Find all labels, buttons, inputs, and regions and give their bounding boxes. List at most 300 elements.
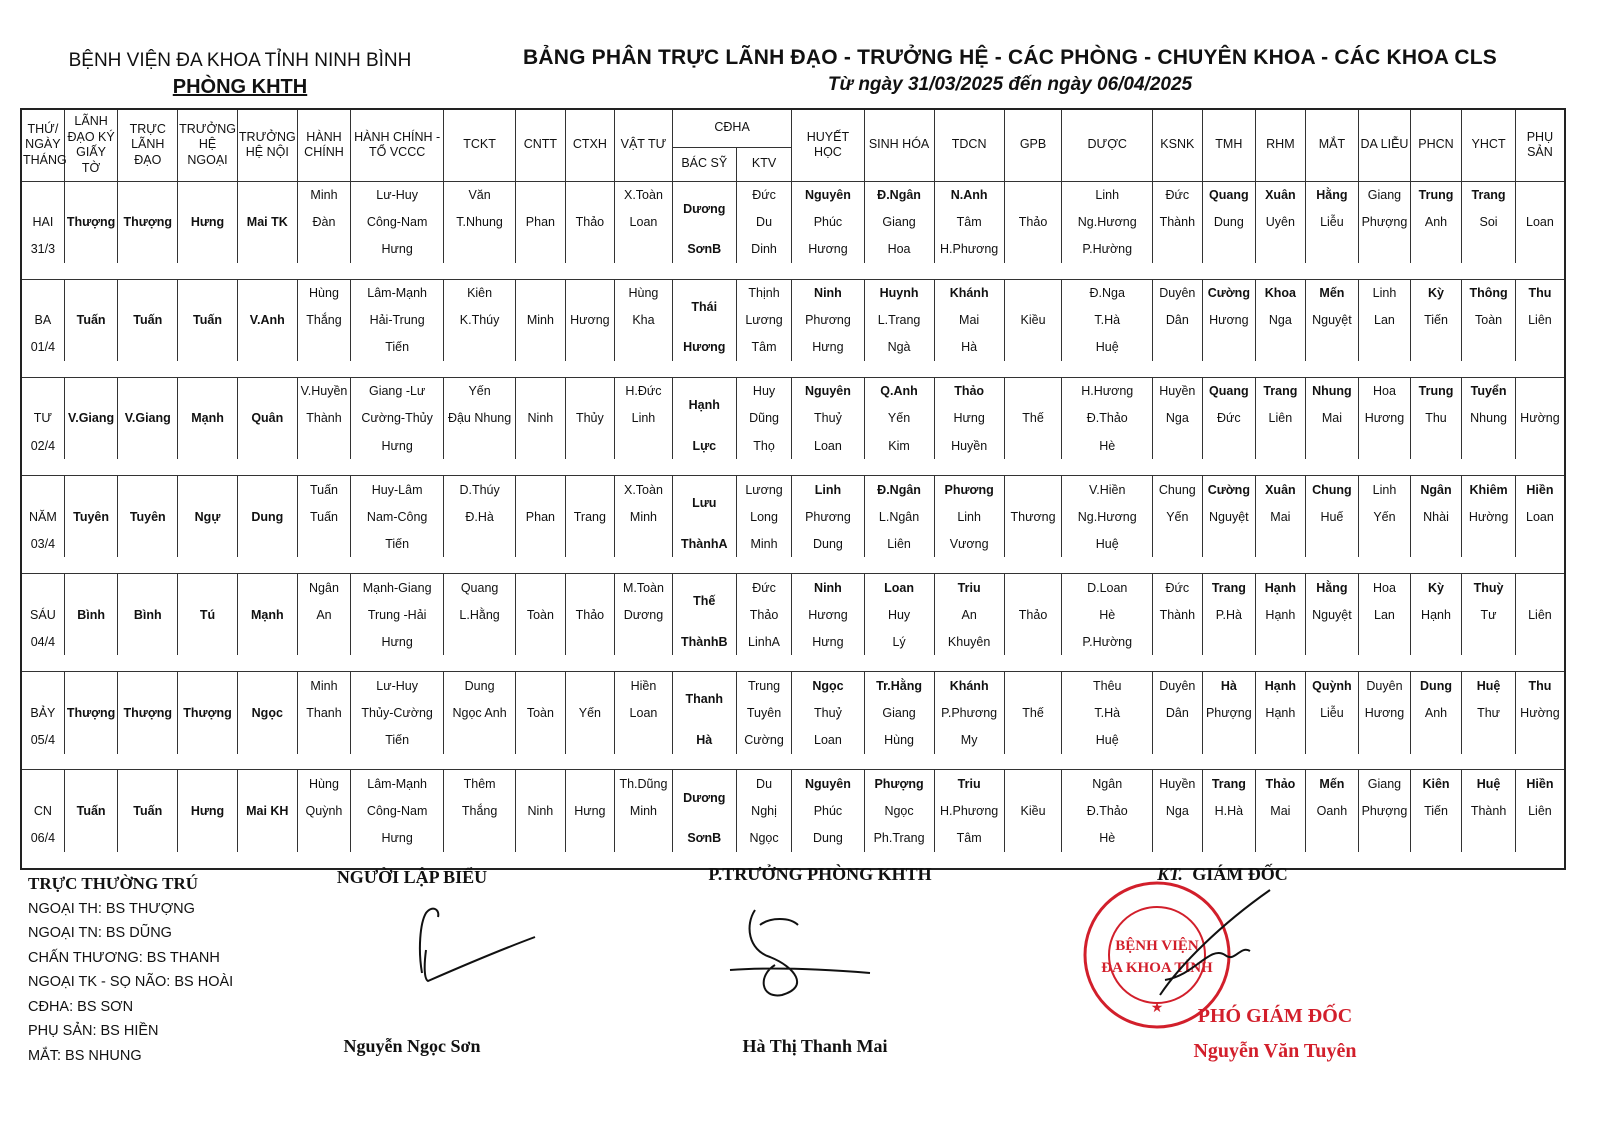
cell-pharmacy: Hè xyxy=(1062,601,1153,628)
cell-ksnk: Nga xyxy=(1153,798,1202,825)
cell-cdha-doctor: Hà xyxy=(672,727,736,754)
header-pharmacy: DƯỢC xyxy=(1062,109,1153,181)
cell-rhm: Mai xyxy=(1256,503,1305,530)
cell-admin xyxy=(297,530,351,557)
cell-obgyn: Liên xyxy=(1515,601,1565,628)
cell-phcn: Trung xyxy=(1410,377,1462,405)
cell-chief_internal xyxy=(237,530,297,557)
cell-leader_duty xyxy=(118,475,178,503)
cell-chief_surgery: Hưng xyxy=(178,209,238,236)
cell-chief_internal xyxy=(237,181,297,209)
cell-chief_surgery xyxy=(178,334,238,361)
cell-eye: Nguyệt xyxy=(1305,601,1359,628)
cell-leader_docs: Bình xyxy=(64,601,118,628)
header-admin-team: HÀNH CHÍNH - TỔ VCCC xyxy=(351,109,444,181)
cell-cntt xyxy=(516,334,565,361)
cell-derma: Hương xyxy=(1359,699,1411,726)
header-rhm: RHM xyxy=(1256,109,1305,181)
cell-cdha-doctor: SơnB xyxy=(672,236,736,263)
cell-ctxh xyxy=(565,377,614,405)
cell-chief_surgery xyxy=(178,530,238,557)
roster-day-row xyxy=(21,574,1565,602)
cell-ctxh: Hưng xyxy=(565,798,614,825)
svg-text:ĐA KHOA TỈNH: ĐA KHOA TỈNH xyxy=(1101,960,1213,976)
cell-eye xyxy=(1305,628,1359,655)
cell-chief_internal: Dung xyxy=(237,503,297,530)
cell-chief_surgery xyxy=(178,475,238,503)
cell-leader_docs xyxy=(64,181,118,209)
cell-chief_internal: Mạnh xyxy=(237,601,297,628)
cell-supplies xyxy=(615,432,673,459)
cell-admin_team: Hưng xyxy=(351,432,444,459)
header-admin: HÀNH CHÍNH xyxy=(297,109,351,181)
cell-biochem: Tr.Hằng xyxy=(864,672,934,700)
cell-yhct: Soi xyxy=(1462,209,1516,236)
cell-admin_team: Cường-Thủy xyxy=(351,405,444,432)
cell-ctxh: Thảo xyxy=(565,601,614,628)
cell-cdha-ktv: Du xyxy=(736,770,792,798)
cell-tckt: Quang xyxy=(444,574,516,602)
cell-admin xyxy=(297,825,351,852)
cell-admin: Tuấn xyxy=(297,503,351,530)
resident-item: NGOẠI TK - SỌ NÃO: BS HOÀI xyxy=(28,974,234,990)
cell-admin: Hùng xyxy=(297,279,351,307)
cell-rhm xyxy=(1256,334,1305,361)
cell-tmh xyxy=(1202,236,1256,263)
cell-cdha-ktv: Thảo xyxy=(736,601,792,628)
cell-chief_surgery xyxy=(178,181,238,209)
cell-rhm xyxy=(1256,236,1305,263)
cell-pharmacy: V.Hiền xyxy=(1062,475,1153,503)
cell-chief_internal xyxy=(237,574,297,602)
day-cell-blank xyxy=(21,672,64,700)
cell-rhm: Hạnh xyxy=(1256,699,1305,726)
cell-leader_duty: Thượng xyxy=(118,699,178,726)
cell-rhm xyxy=(1256,825,1305,852)
cell-admin xyxy=(297,628,351,655)
cell-cdha-doctor: Dương xyxy=(672,181,736,236)
cell-gpb: Kiều xyxy=(1004,798,1062,825)
roster-day-row xyxy=(21,770,1565,798)
cell-obgyn: Hường xyxy=(1515,405,1565,432)
cell-leader_docs xyxy=(64,628,118,655)
roster-day-row xyxy=(21,727,1565,754)
cell-hematology: Hưng xyxy=(792,628,864,655)
svg-text:BỆNH VIỆN: BỆNH VIỆN xyxy=(1115,938,1199,954)
cell-cdha-ktv: Ngọc xyxy=(736,825,792,852)
cell-chief_surgery xyxy=(178,377,238,405)
cell-rhm: Hạnh xyxy=(1256,574,1305,602)
cell-rhm: Xuân xyxy=(1256,475,1305,503)
cell-gpb xyxy=(1004,236,1062,263)
cell-chief_internal: Ngọc xyxy=(237,699,297,726)
cell-ctxh xyxy=(565,628,614,655)
cell-ksnk: Đức xyxy=(1153,181,1202,209)
cell-ctxh: Hương xyxy=(565,307,614,334)
cell-leader_docs xyxy=(64,432,118,459)
cell-cntt xyxy=(516,530,565,557)
cell-eye: Oanh xyxy=(1305,798,1359,825)
cell-leader_duty xyxy=(118,432,178,459)
cell-cdha-ktv: Lương xyxy=(736,307,792,334)
cell-tdcn: Hà xyxy=(934,334,1004,361)
cell-chief_internal xyxy=(237,727,297,754)
cell-ksnk: Thành xyxy=(1153,601,1202,628)
cell-tckt xyxy=(444,334,516,361)
cell-cdha-doctor: Thế xyxy=(672,574,736,629)
cell-pharmacy: Đ.Thảo xyxy=(1062,405,1153,432)
cell-biochem: Hoa xyxy=(864,236,934,263)
cell-hematology: Phương xyxy=(792,503,864,530)
cell-admin xyxy=(297,236,351,263)
cell-pharmacy: P.Hường xyxy=(1062,628,1153,655)
cell-admin: Ngân xyxy=(297,574,351,602)
cell-ksnk xyxy=(1153,628,1202,655)
day-name: SÁU xyxy=(21,601,64,628)
cell-phcn xyxy=(1410,334,1462,361)
cell-hematology: Ninh xyxy=(792,574,864,602)
cell-eye xyxy=(1305,432,1359,459)
cell-admin_team: Tiến xyxy=(351,334,444,361)
header-tmh: TMH xyxy=(1202,109,1256,181)
row-spacer xyxy=(21,459,1565,475)
cell-tdcn: Hưng xyxy=(934,405,1004,432)
cell-biochem: Hùng xyxy=(864,727,934,754)
cell-pharmacy: Hè xyxy=(1062,825,1153,852)
cell-obgyn xyxy=(1515,377,1565,405)
cell-cdha-ktv: Huy xyxy=(736,377,792,405)
cell-leader_duty xyxy=(118,279,178,307)
cell-leader_duty: Thượng xyxy=(118,209,178,236)
cell-cdha-ktv: Thọ xyxy=(736,432,792,459)
cell-ctxh xyxy=(565,727,614,754)
cell-phcn: Anh xyxy=(1410,209,1462,236)
cell-hematology: Thuỷ xyxy=(792,699,864,726)
cell-tmh xyxy=(1202,628,1256,655)
preparer-signature xyxy=(400,895,550,995)
cell-ctxh xyxy=(565,432,614,459)
cell-gpb xyxy=(1004,574,1062,602)
cell-admin: V.Huyền xyxy=(297,377,351,405)
cell-admin: Đàn xyxy=(297,209,351,236)
cell-chief_internal xyxy=(237,628,297,655)
cell-hematology: Phúc xyxy=(792,209,864,236)
cell-yhct xyxy=(1462,334,1516,361)
cell-ksnk: Chung xyxy=(1153,475,1202,503)
cell-obgyn xyxy=(1515,530,1565,557)
roster-day-row xyxy=(21,530,1565,557)
cell-chief_surgery xyxy=(178,727,238,754)
cell-hematology: Hương xyxy=(792,236,864,263)
cell-tmh xyxy=(1202,727,1256,754)
cell-chief_internal xyxy=(237,672,297,700)
cell-chief_surgery: Mạnh xyxy=(178,405,238,432)
cell-leader_docs xyxy=(64,334,118,361)
header-biochem: SINH HÓA xyxy=(864,109,934,181)
cell-yhct: Thuỳ xyxy=(1462,574,1516,602)
cell-leader_docs: Thượng xyxy=(64,209,118,236)
cell-ctxh xyxy=(565,181,614,209)
cell-cntt xyxy=(516,181,565,209)
cell-tmh xyxy=(1202,432,1256,459)
cell-leader_docs xyxy=(64,530,118,557)
cell-supplies: Linh xyxy=(615,405,673,432)
day-cell-blank xyxy=(21,279,64,307)
cell-leader_docs xyxy=(64,377,118,405)
cell-leader_docs: Thượng xyxy=(64,699,118,726)
cell-cdha-doctor: Thanh xyxy=(672,672,736,727)
director-title: GIÁM ĐỐC xyxy=(1192,864,1288,884)
cell-admin_team: Lư-Huy xyxy=(351,672,444,700)
roster-day-row xyxy=(21,628,1565,655)
cell-leader_docs xyxy=(64,279,118,307)
cell-ksnk: Duyên xyxy=(1153,279,1202,307)
cell-biochem: L.Trang xyxy=(864,307,934,334)
cell-eye: Hằng xyxy=(1305,574,1359,602)
cell-tdcn: N.Anh xyxy=(934,181,1004,209)
day-date: 02/4 xyxy=(21,432,64,459)
cell-hematology: Loan xyxy=(792,432,864,459)
cell-gpb xyxy=(1004,628,1062,655)
cell-tckt: L.Hằng xyxy=(444,601,516,628)
cell-gpb: Thế xyxy=(1004,699,1062,726)
cell-hematology: Phúc xyxy=(792,798,864,825)
cell-gpb xyxy=(1004,279,1062,307)
cell-tmh: Trang xyxy=(1202,770,1256,798)
cell-cdha-doctor: Lưu xyxy=(672,475,736,530)
cell-admin: Hùng xyxy=(297,770,351,798)
cell-derma: Phượng xyxy=(1359,209,1411,236)
cell-supplies xyxy=(615,236,673,263)
duty-roster-table xyxy=(20,108,1566,870)
cell-ctxh xyxy=(565,770,614,798)
cell-hematology: Ninh xyxy=(792,279,864,307)
cell-ksnk: Thành xyxy=(1153,209,1202,236)
cell-gpb: Thương xyxy=(1004,503,1062,530)
cell-rhm: Liên xyxy=(1256,405,1305,432)
cell-leader_docs xyxy=(64,770,118,798)
cell-hematology: Hưng xyxy=(792,334,864,361)
cell-derma: Hoa xyxy=(1359,377,1411,405)
cell-cntt: Toàn xyxy=(516,601,565,628)
cell-derma: Phượng xyxy=(1359,798,1411,825)
day-cell-blank xyxy=(21,770,64,798)
cell-ksnk: Dân xyxy=(1153,699,1202,726)
cell-chief_internal xyxy=(237,334,297,361)
cell-eye xyxy=(1305,727,1359,754)
cell-obgyn xyxy=(1515,628,1565,655)
day-name: BẢY xyxy=(21,699,64,726)
cell-tckt: Kiên xyxy=(444,279,516,307)
cell-tdcn: An xyxy=(934,601,1004,628)
cell-ctxh: Thủy xyxy=(565,405,614,432)
cell-leader_duty xyxy=(118,574,178,602)
cell-derma: Lan xyxy=(1359,601,1411,628)
cell-pharmacy: Huệ xyxy=(1062,530,1153,557)
cell-chief_internal: Mai TK xyxy=(237,209,297,236)
cell-supplies: H.Đức xyxy=(615,377,673,405)
cell-tmh: Hà xyxy=(1202,672,1256,700)
cell-biochem: Ph.Trang xyxy=(864,825,934,852)
cell-biochem: Liên xyxy=(864,530,934,557)
day-date: 01/4 xyxy=(21,334,64,361)
cell-leader_docs xyxy=(64,727,118,754)
day-name: TƯ xyxy=(21,405,64,432)
cell-eye: Nguyệt xyxy=(1305,307,1359,334)
cell-cntt xyxy=(516,628,565,655)
cell-hematology: Phương xyxy=(792,307,864,334)
cell-chief_surgery xyxy=(178,236,238,263)
cell-cdha-ktv: Dinh xyxy=(736,236,792,263)
cell-admin: Quỳnh xyxy=(297,798,351,825)
cell-biochem: Yến xyxy=(864,405,934,432)
cell-pharmacy: Linh xyxy=(1062,181,1153,209)
cell-rhm xyxy=(1256,727,1305,754)
header-cdha: CĐHA xyxy=(672,109,792,147)
cell-leader_duty xyxy=(118,727,178,754)
cell-leader_docs xyxy=(64,574,118,602)
cell-pharmacy: T.Hà xyxy=(1062,307,1153,334)
header-eye: MẮT xyxy=(1305,109,1359,181)
cell-phcn: Kỳ xyxy=(1410,279,1462,307)
cell-pharmacy: T.Hà xyxy=(1062,699,1153,726)
roster-day-spacer xyxy=(21,754,1565,770)
roster-day-row xyxy=(21,432,1565,459)
cell-derma xyxy=(1359,334,1411,361)
cell-phcn: Tiến xyxy=(1410,798,1462,825)
roster-day-spacer xyxy=(21,263,1565,279)
cell-leader_docs xyxy=(64,672,118,700)
cell-admin xyxy=(297,727,351,754)
cell-rhm: Mai xyxy=(1256,798,1305,825)
day-cell-blank xyxy=(21,377,64,405)
cell-chief_surgery: Thượng xyxy=(178,699,238,726)
header-obgyn: PHỤ SẢN xyxy=(1515,109,1565,181)
deputy-head-title: P.TRƯỞNG PHÒNG KHTH xyxy=(708,864,932,884)
cell-admin_team: Hưng xyxy=(351,825,444,852)
cell-derma: Giang xyxy=(1359,770,1411,798)
cell-phcn: Tiến xyxy=(1410,307,1462,334)
header-cdha-ktv: KTV xyxy=(736,147,792,181)
cell-leader_duty xyxy=(118,181,178,209)
cell-obgyn xyxy=(1515,432,1565,459)
cell-cntt xyxy=(516,672,565,700)
cell-ksnk: Duyên xyxy=(1153,672,1202,700)
cell-supplies: X.Toàn xyxy=(615,181,673,209)
roster-day-row xyxy=(21,334,1565,361)
cell-tckt: D.Thúy xyxy=(444,475,516,503)
cell-tckt: Thêm xyxy=(444,770,516,798)
roster-day-row xyxy=(21,601,1565,628)
cell-ksnk xyxy=(1153,825,1202,852)
cell-hematology: Nguyên xyxy=(792,377,864,405)
cell-obgyn: Loan xyxy=(1515,503,1565,530)
cell-eye: Nhung xyxy=(1305,377,1359,405)
cell-yhct: Huệ xyxy=(1462,770,1516,798)
cell-derma: Hoa xyxy=(1359,574,1411,602)
cell-derma xyxy=(1359,628,1411,655)
cell-leader_docs: Tuấn xyxy=(64,798,118,825)
cell-chief_surgery xyxy=(178,770,238,798)
header-ctxh: CTXH xyxy=(565,109,614,181)
cell-tdcn: Linh xyxy=(934,503,1004,530)
header-chief-internal: TRƯỞNG HỆ NỘI xyxy=(237,109,297,181)
cell-chief_internal xyxy=(237,236,297,263)
cell-supplies: Dương xyxy=(615,601,673,628)
day-cell-blank xyxy=(21,475,64,503)
cell-leader_duty xyxy=(118,530,178,557)
cell-eye: Huế xyxy=(1305,503,1359,530)
cell-eye: Mến xyxy=(1305,279,1359,307)
cell-tdcn: Triu xyxy=(934,770,1004,798)
cell-phcn xyxy=(1410,825,1462,852)
cell-phcn: Thu xyxy=(1410,405,1462,432)
cell-biochem: Ngà xyxy=(864,334,934,361)
roster-day-row xyxy=(21,181,1565,209)
cell-tdcn: Tâm xyxy=(934,825,1004,852)
header-gpb: GPB xyxy=(1004,109,1062,181)
cell-eye: Liễu xyxy=(1305,699,1359,726)
cell-tmh: Hương xyxy=(1202,307,1256,334)
cell-obgyn: Thu xyxy=(1515,279,1565,307)
cell-tckt: K.Thúy xyxy=(444,307,516,334)
cell-derma: Linh xyxy=(1359,475,1411,503)
cell-admin_team: Hưng xyxy=(351,628,444,655)
cell-admin_team: Nam-Công xyxy=(351,503,444,530)
header-leader-docs: LÃNH ĐẠO KÝ GIẤY TỜ xyxy=(64,109,118,181)
resident-item: MẮT: BS NHUNG xyxy=(28,1047,142,1064)
cell-cdha-ktv: LinhA xyxy=(736,628,792,655)
day-cell-blank xyxy=(21,181,64,209)
cell-tmh: Quang xyxy=(1202,377,1256,405)
cell-biochem: Phượng xyxy=(864,770,934,798)
cell-rhm: Uyên xyxy=(1256,209,1305,236)
cell-ctxh xyxy=(565,825,614,852)
cell-yhct: Khiêm xyxy=(1462,475,1516,503)
cell-tckt: Yến xyxy=(444,377,516,405)
cell-phcn xyxy=(1410,530,1462,557)
cell-biochem: Ngọc xyxy=(864,798,934,825)
cell-hematology: Dung xyxy=(792,530,864,557)
cell-pharmacy: Huệ xyxy=(1062,334,1153,361)
cell-leader_duty: Bình xyxy=(118,601,178,628)
cell-yhct: Tư xyxy=(1462,601,1516,628)
cell-ksnk xyxy=(1153,530,1202,557)
cell-biochem: Q.Anh xyxy=(864,377,934,405)
cell-chief_internal xyxy=(237,279,297,307)
cell-cdha-ktv: Lương xyxy=(736,475,792,503)
cell-gpb xyxy=(1004,530,1062,557)
cell-pharmacy: Thêu xyxy=(1062,672,1153,700)
cell-tckt xyxy=(444,628,516,655)
cell-chief_surgery: Hưng xyxy=(178,798,238,825)
cell-rhm: Xuân xyxy=(1256,181,1305,209)
cell-rhm: Hạnh xyxy=(1256,601,1305,628)
cell-obgyn: Loan xyxy=(1515,209,1565,236)
cell-leader_duty: V.Giang xyxy=(118,405,178,432)
cell-pharmacy: Ngân xyxy=(1062,770,1153,798)
cell-tdcn: Tâm xyxy=(934,209,1004,236)
cell-cdha-ktv: Minh xyxy=(736,530,792,557)
cell-cntt xyxy=(516,432,565,459)
cell-supplies xyxy=(615,825,673,852)
cell-phcn xyxy=(1410,727,1462,754)
cell-admin: Minh xyxy=(297,181,351,209)
cell-rhm xyxy=(1256,432,1305,459)
roster-body xyxy=(21,181,1565,869)
cell-phcn xyxy=(1410,432,1462,459)
cell-admin_team: Lâm-Mạnh xyxy=(351,279,444,307)
